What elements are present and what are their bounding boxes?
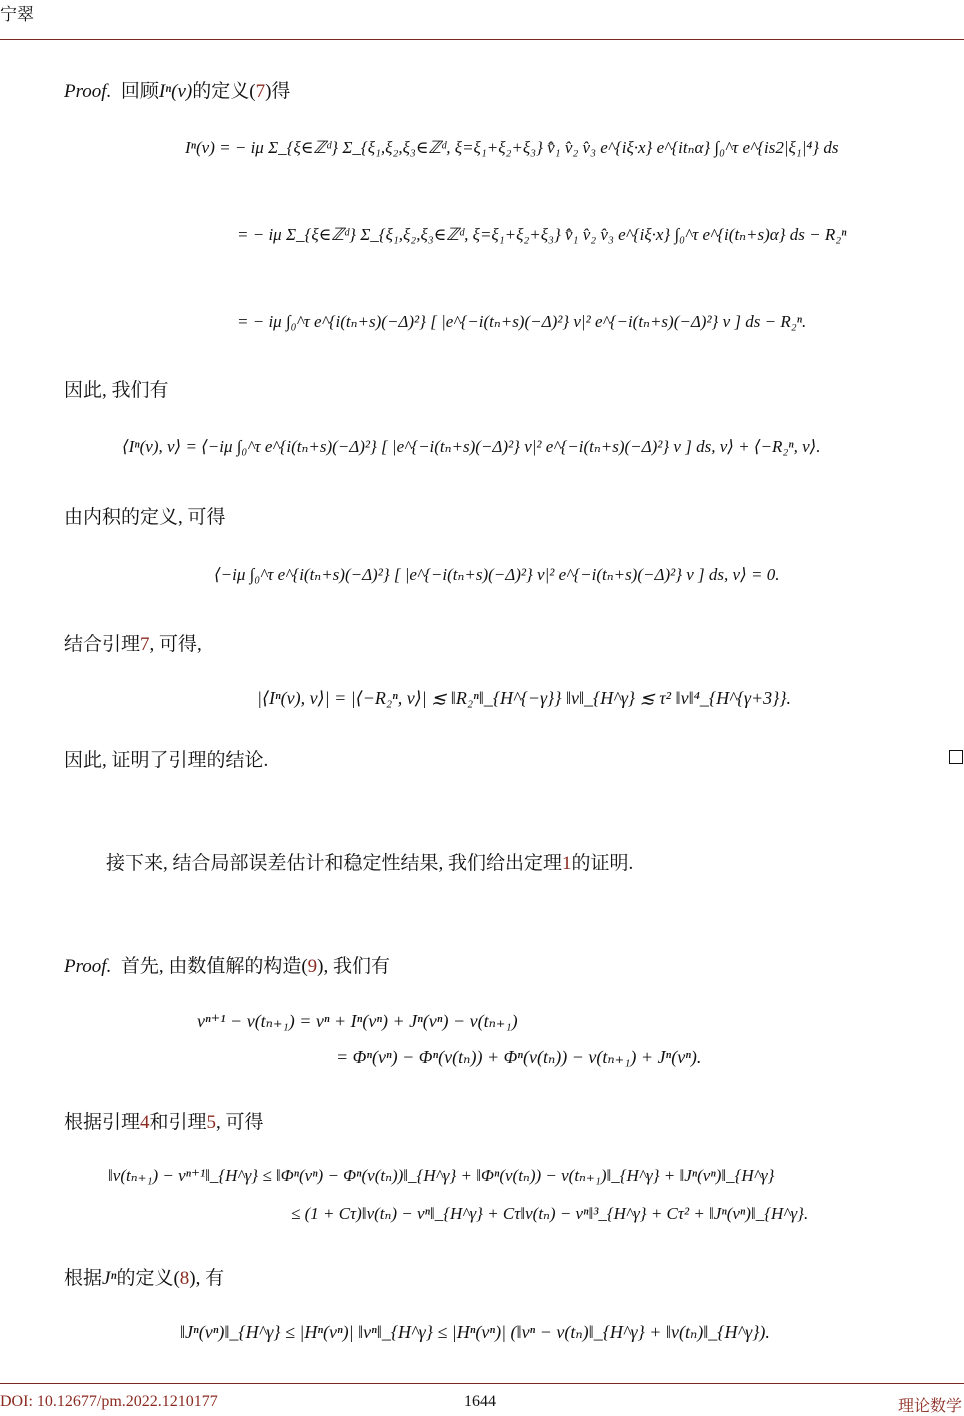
bridge-sentence xyxy=(106,848,633,875)
eq6-line1: ‖v(tₙ₊₁) − vⁿ⁺¹‖_{H^γ} ≤ ‖Φⁿ(vⁿ) − Φⁿ(v(tₙ))‖_{H^γ} + ‖Φⁿ(v(tₙ)) − v(tₙ₊₁)‖_{H^γ} + ‖Jⁿ(vⁿ)‖_{H^γ} xyxy=(108,1166,775,1185)
lemma-ref-7[interactable]: 7 xyxy=(140,634,150,655)
lemmas-c: , 可得 xyxy=(216,1112,264,1133)
jdef-text xyxy=(64,1263,224,1290)
lemmas-a: 根据引理 xyxy=(64,1112,141,1133)
eq5-line2: = Φⁿ(vⁿ) − Φⁿ(v(tₙ)) + Φⁿ(v(tₙ)) − v(tₙ₊₁) + Jⁿ(vⁿ). xyxy=(336,1047,702,1067)
proof1-intro-c: )得 xyxy=(265,81,291,102)
eq-ref-9[interactable]: 9 xyxy=(307,956,318,977)
running-header-author: 宁翠 xyxy=(0,5,34,25)
proof1-conclusion: 因此, 证明了引理的结论. xyxy=(64,750,269,771)
lemma-ref-5[interactable]: 5 xyxy=(206,1112,217,1133)
eq1-line2: = − iμ Σ_{ξ∈ℤᵈ} Σ_{ξ₁,ξ₂,ξ₃∈ℤᵈ, ξ=ξ₁+ξ₂+ξ₃} v̄̂₁ v̂₂ v̂₃ e^{iξ·x} ∫₀^τ e^{i(tₙ+s)α} ds − R₂ⁿ xyxy=(237,225,847,244)
inner-product-text: 由内积的定义, 可得 xyxy=(64,507,226,528)
proof2-intro-b: ), 我们有 xyxy=(317,956,390,977)
jdef-math: Jⁿ xyxy=(102,1268,117,1289)
proof1-label: Proof. xyxy=(64,81,112,102)
lemmas-text xyxy=(64,1107,264,1134)
eq-ref-8[interactable]: 8 xyxy=(179,1268,190,1289)
thus-we-have: 因此, 我们有 xyxy=(64,380,169,401)
eq6-line2: ≤ (1 + Cτ)‖v(tₙ) − vⁿ‖_{H^γ} + Cτ‖v(tₙ) − vⁿ‖³_{H^γ} + Cτ² + ‖Jⁿ(vⁿ)‖_{H^γ}. xyxy=(291,1204,809,1223)
footer-page-number: 1644 xyxy=(464,1393,496,1410)
jdef-a: 根据 xyxy=(64,1268,103,1289)
eq2: ⟨Iⁿ(v), v⟩ = ⟨−iμ ∫₀^τ e^{i(tₙ+s)(−Δ)²} [ |e^{−i(tₙ+s)(−Δ)²} v|² e^{−i(tₙ+s)(−Δ)²} v ] ds, v⟩ + ⟨−R₂ⁿ, v⟩. xyxy=(122,437,821,456)
eq1-line3: = − iμ ∫₀^τ e^{i(tₙ+s)(−Δ)²} [ |e^{−i(tₙ+s)(−Δ)²} v|² e^{−i(tₙ+s)(−Δ)²} v ] ds − R₂ⁿ. xyxy=(237,312,807,331)
combine-lemma-text xyxy=(64,629,202,656)
footer-journal-name: 理论数学 xyxy=(897,1396,962,1415)
lemma-ref-4[interactable]: 4 xyxy=(140,1112,150,1133)
proof2-intro xyxy=(64,951,390,978)
proof2-intro-a: 首先, 由数值解的构造( xyxy=(120,956,308,977)
proof2-label: Proof. xyxy=(64,956,112,977)
proof1-intro-b: 的定义( xyxy=(192,81,256,102)
bridge-a: 接下来, 结合局部误差估计和稳定性结果, 我们给出定理 xyxy=(106,853,563,874)
proof1-intro xyxy=(64,76,290,103)
proof1-intro-math: Iⁿ(v) xyxy=(158,81,193,102)
footer-doi-link[interactable]: DOI: 10.12677/pm.2022.1210177 xyxy=(0,1393,218,1410)
proof1-intro-a: 回顾 xyxy=(120,81,159,102)
eq1-line1: Iⁿ(v) = − iμ Σ_{ξ∈ℤᵈ} Σ_{ξ₁,ξ₂,ξ₃∈ℤᵈ, ξ=ξ₁+ξ₂+ξ₃} v̄̂₁ v̂₂ v̂₃ e^{iξ·x} e^{itₙα} ∫₀^τ e^{is2|ξ₁|⁴} ds xyxy=(185,138,839,157)
eq-ref-7[interactable]: 7 xyxy=(255,81,266,102)
combine-b: , 可得, xyxy=(149,634,202,655)
lemmas-b: 和引理 xyxy=(149,1112,207,1133)
combine-a: 结合引理 xyxy=(64,634,141,655)
eq5-line1: vⁿ⁺¹ − v(tₙ₊₁) = vⁿ + Iⁿ(vⁿ) + Jⁿ(vⁿ) − v(tₙ₊₁) xyxy=(197,1011,518,1031)
eq3: ⟨−iμ ∫₀^τ e^{i(tₙ+s)(−Δ)²} [ |e^{−i(tₙ+s)(−Δ)²} v|² e^{−i(tₙ+s)(−Δ)²} v ] ds, v⟩ = 0. xyxy=(214,565,780,584)
eq7: ‖Jⁿ(vⁿ)‖_{H^γ} ≤ |Hⁿ(vⁿ)| ‖vⁿ‖_{H^γ} ≤ |Hⁿ(vⁿ)| (‖vⁿ − v(tₙ)‖_{H^γ} + ‖v(tₙ)‖_{H^γ}). xyxy=(180,1322,770,1342)
jdef-c: ), 有 xyxy=(189,1268,225,1289)
qed-box xyxy=(949,750,963,764)
bridge-b: 的证明. xyxy=(571,853,634,874)
eq4: |⟨Iⁿ(v), v⟩| = |⟨−R₂ⁿ, v⟩| ≲ ‖R₂ⁿ‖_{H^{−γ}} ‖v‖_{H^γ} ≲ τ² ‖v‖⁴_{H^{γ+3}}. xyxy=(257,688,792,708)
header-rule xyxy=(0,39,964,40)
jdef-b: 的定义( xyxy=(116,1268,180,1289)
footer-rule xyxy=(0,1383,964,1384)
theorem-ref-1[interactable]: 1 xyxy=(562,853,572,874)
